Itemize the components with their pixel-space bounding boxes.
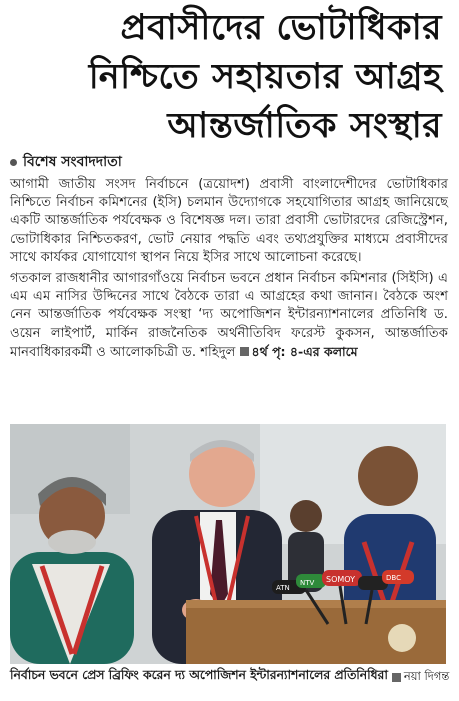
article-paragraph-1: আগামী জাতীয় সংসদ নির্বাচনে (ত্রয়োদশ) প্রবাসী বাংলাদেশীদের ভোটাধিকার নিশ্চিতে নির্বাচন কমিশনের (ইসি) চলমান উদ্যোগকে সহযোগিতার আগ্রহ জানিয়েছে একটি আন্তর্জাতিক পর্যবেক্ষক ও বিশেষজ্ঞ দল। তারা প্রবাসী ভোটারদের রেজিস্ট্রেশন, ভোটাধিকার নিশ্চিতকরণ, ভোট নেয়ার পদ্ধতি এবং তথ্যপ্রযুক্তির মাধ্যমে প্রবাসীদের সাথে কার্যকর যোগাযোগ স্থাপন নিয়ে ইসির সাথে আলোচনা করেছে। — [10, 177, 448, 265]
caption-square-icon — [392, 673, 401, 682]
bullet-icon — [10, 159, 17, 166]
headline-line-1: প্রবাসীদের ভোটাধিকার — [120, 8, 442, 48]
caption-text: নির্বাচন ভবনে প্রেস ব্রিফিং করেন দ্য অপোজিশন ইন্টারন্যাশনালের প্রতিনিধিরা — [10, 668, 388, 682]
news-photo — [10, 424, 446, 664]
byline — [10, 150, 122, 174]
continuation-square-icon — [240, 347, 249, 356]
article-paragraph-2-text: গতকাল রাজধানীর আগারগাঁওয়ে নির্বাচন ভবনে প্রধান নির্বাচন কমিশনার (সিইসি) এ এম এম নাসির উদ্দিনের সাথে বৈঠকে তারা এ আগ্রহের কথা জানান। বৈঠকে অংশ নেন আন্তর্জাতিক পর্যবেক্ষক সংস্থা ‘দ্য অপোজিশন ইন্টারন্যাশনালের প্রতিনিধি ড. ওয়েন লাইপার্ট, মার্কিন রাজনৈতিক অর্থনীতিবিদ ফরেস্ট কুকসন, আন্তর্জাতিক মানবাধিকারকর্মী ও আলোকচিত্রী ড. শহিদুল — [10, 271, 448, 360]
headline-line-2: নিশ্চিতে সহায়তার আগ্রহ — [88, 57, 442, 97]
photo-caption — [10, 667, 450, 687]
press-briefing-photo — [10, 424, 446, 664]
headline-line-3: আন্তর্জাতিক সংস্থার — [167, 106, 442, 146]
mic-label-3: ATN — [276, 584, 290, 592]
mic-label-2: NTV — [300, 579, 315, 587]
photo-source: নয়া দিগন্ত — [403, 668, 450, 683]
mic-label-4: DBC — [386, 574, 401, 582]
mic-label-1: SOMOY — [326, 575, 356, 584]
continuation-reference: ৪র্থ পৃ: ৪-এর কলামে — [251, 343, 358, 359]
article-body — [10, 176, 448, 365]
article-paragraph-2 — [10, 270, 448, 362]
byline-text: বিশেষ সংবাদদাতা — [23, 154, 122, 170]
headline — [22, 4, 442, 151]
